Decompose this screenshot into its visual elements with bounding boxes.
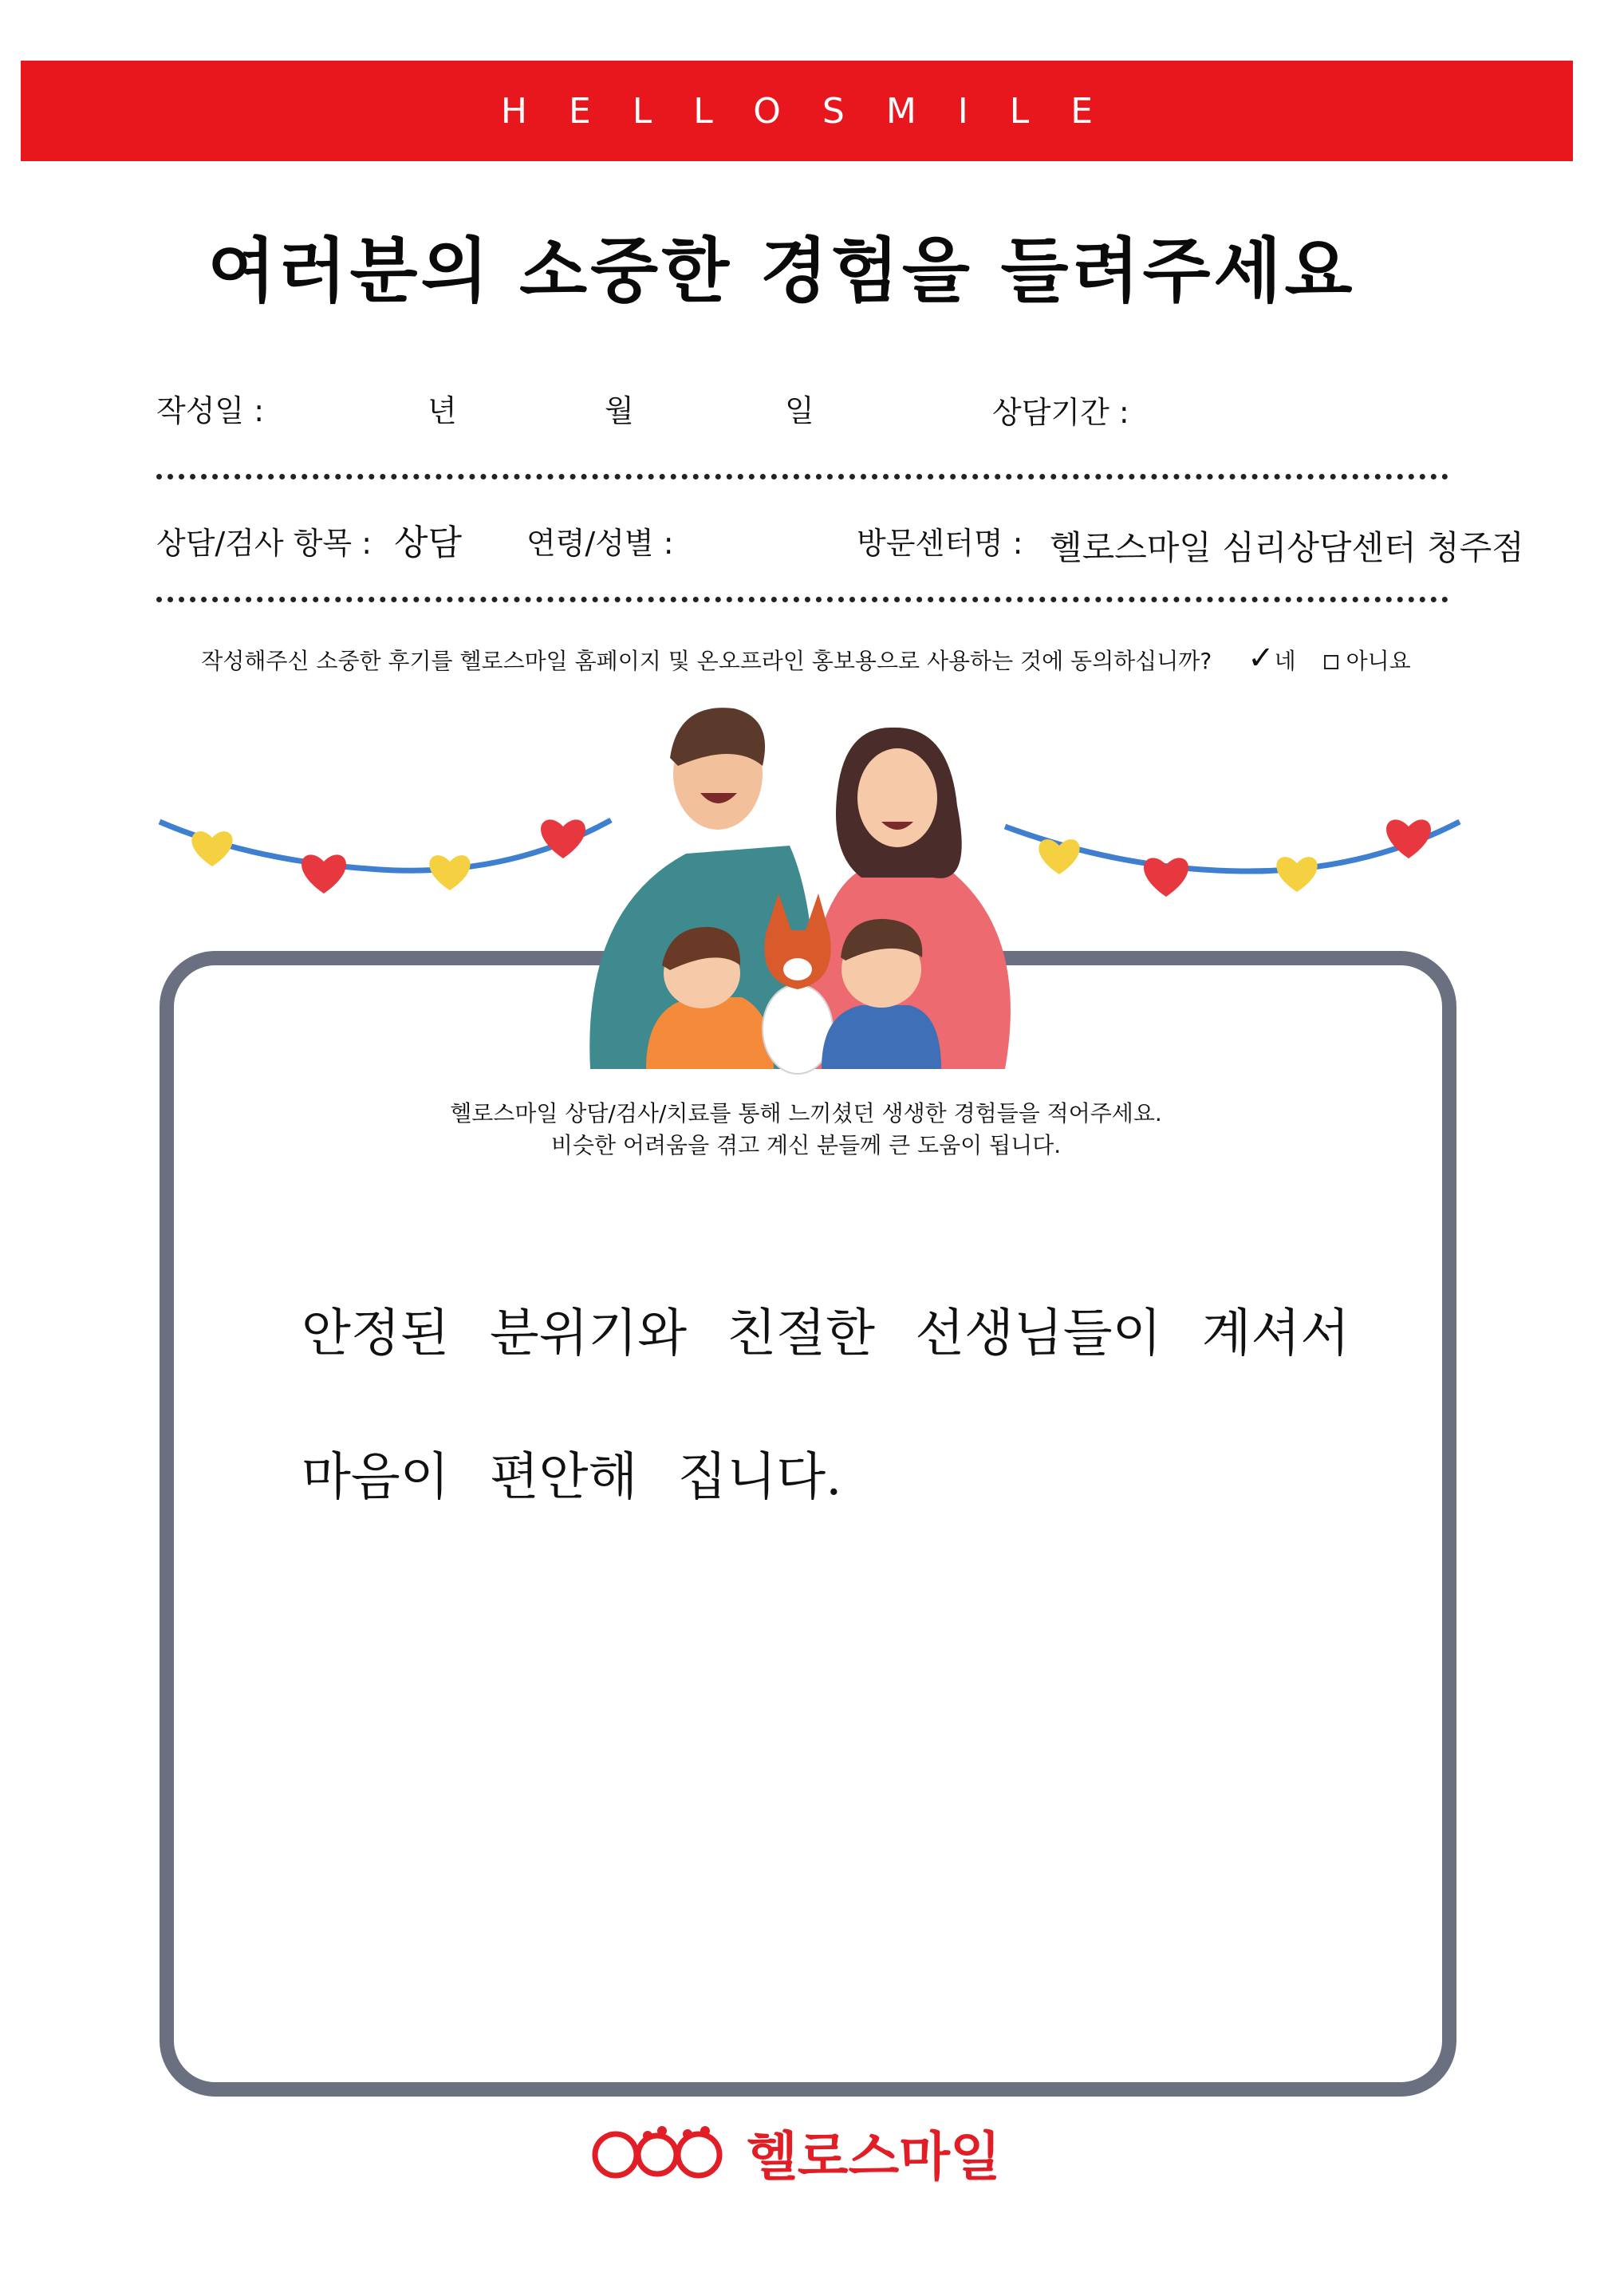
heart-icon	[1276, 857, 1317, 892]
checkbox-icon	[1324, 655, 1338, 669]
center-label: 방문센터명 :	[857, 526, 1023, 561]
footer-logo-text: 헬로스마일	[747, 2125, 1001, 2188]
dotted-divider	[156, 474, 1448, 479]
consent-yes-option[interactable]	[1247, 640, 1303, 677]
left-garland-illustration	[156, 798, 619, 909]
heart-icon	[191, 831, 232, 866]
box-instruction-line2: 비슷한 어려움을 겪고 계신 분들께 큰 도움이 됩니다.	[550, 1132, 1062, 1158]
right-garland-illustration	[1002, 798, 1464, 909]
date-label: 작성일 :	[156, 393, 265, 428]
item-value: 상담	[394, 523, 463, 563]
month-label: 월	[605, 393, 634, 428]
paw-logo-icon	[590, 2120, 734, 2184]
period-label: 상담기간 :	[992, 395, 1129, 430]
review-text-line1: 안정된 분위기와 친절한 선생님들이 계셔서	[302, 1304, 1350, 1363]
heart-icon	[302, 854, 346, 894]
day-label: 일	[785, 393, 814, 428]
dotted-divider	[156, 597, 1448, 602]
review-text-line2: 마음이 편안해 집니다.	[302, 1448, 842, 1507]
heart-icon	[1386, 819, 1431, 858]
header-banner	[21, 61, 1573, 161]
year-label: 년	[428, 393, 457, 428]
age-gender-label: 연령/성별 :	[526, 526, 674, 561]
banner-text: HELLOSMILE	[500, 90, 1135, 132]
no-label: 아니요	[1346, 648, 1411, 674]
yes-label: 네	[1274, 648, 1296, 674]
consent-question: 작성해주신 소중한 후기를 헬로스마일 홈페이지 및 온오프라인 홍보용으로 사용하는 것에 동의하십니까?	[201, 648, 1212, 674]
consent-row	[0, 640, 1612, 677]
family-illustration	[574, 694, 1021, 1077]
item-label: 상담/검사 항목 :	[156, 526, 372, 561]
mother-face	[857, 748, 937, 847]
center-value: 헬로스마일 심리상담센터 청주점	[1050, 528, 1524, 567]
box-instruction-line1: 헬로스마일 상담/검사/치료를 통해 느끼셨던 생생한 경험들을 적어주세요.	[450, 1100, 1162, 1126]
footer-logo	[590, 2116, 1037, 2188]
heart-icon	[429, 855, 470, 890]
consent-no-option[interactable]	[1324, 648, 1411, 674]
checkmark-icon: ✓	[1247, 640, 1275, 677]
page-title: 여러분의 소중한 경험을 들려주세요	[207, 230, 1356, 312]
dog-muzzle	[783, 958, 812, 980]
